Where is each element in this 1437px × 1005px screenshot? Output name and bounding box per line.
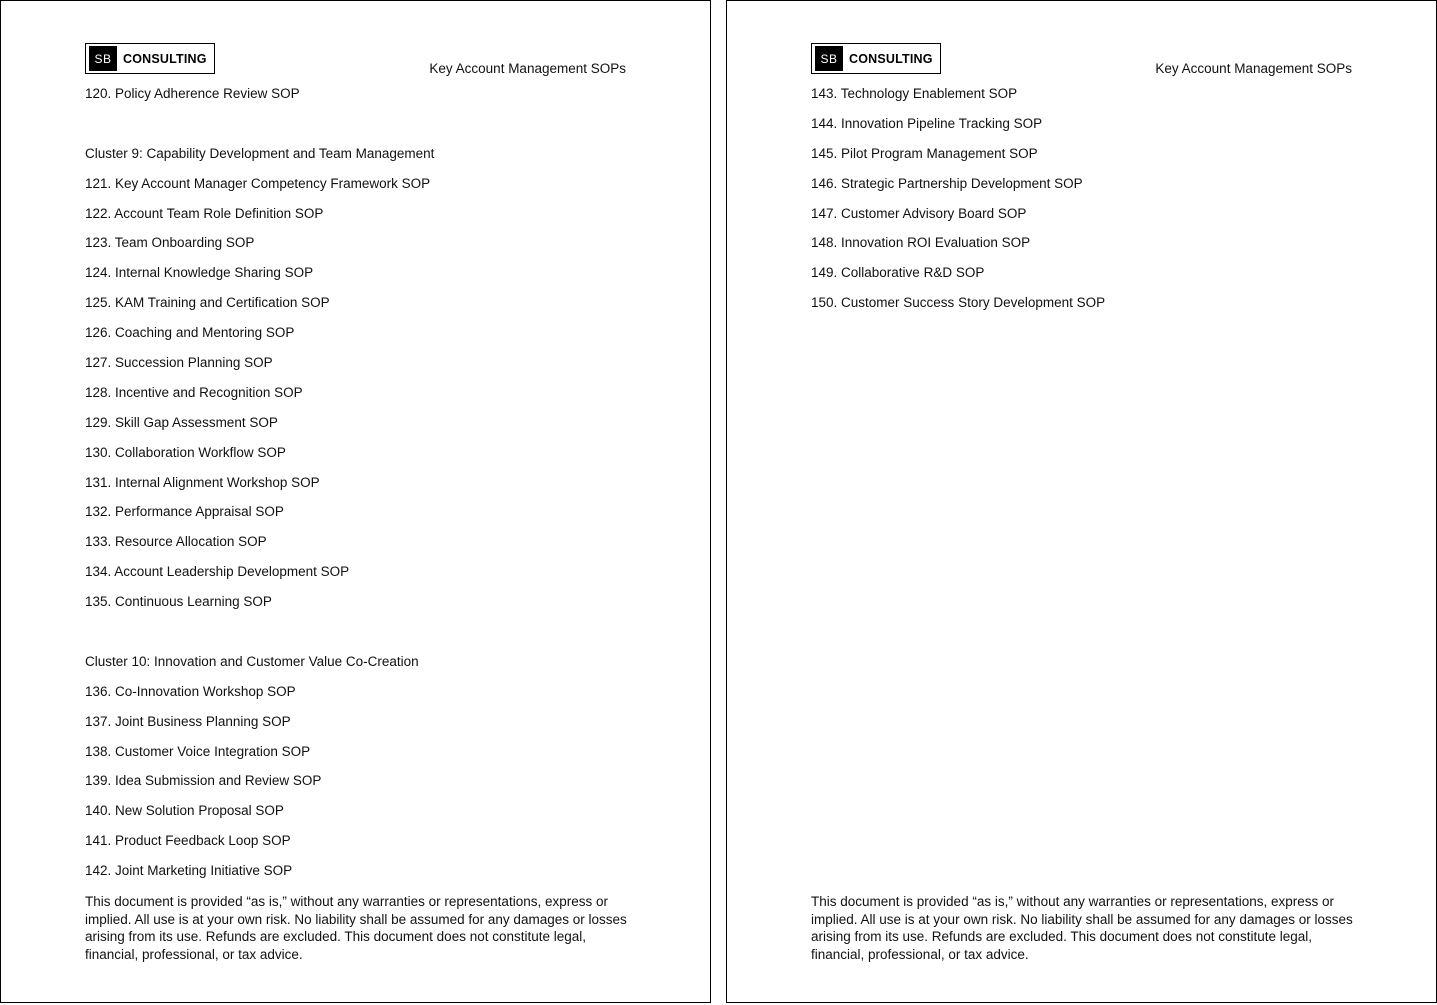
list-item: 120. Policy Adherence Review SOP [85,86,300,101]
list-item: 131. Internal Alignment Workshop SOP [85,474,320,490]
header-title: Key Account Management SOPs [1155,61,1352,76]
list-item: 143. Technology Enablement SOP [811,86,1018,101]
list-item: 139. Idea Submission and Review SOP [85,773,322,789]
list-item: 137. Joint Business Planning SOP [85,713,291,729]
list-item: 126. Coaching and Mentoring SOP [85,325,295,341]
list-item: 130. Collaboration Workflow SOP [85,444,286,460]
list-item: 142. Joint Marketing Initiative SOP [85,863,293,879]
list-item: 135. Continuous Learning SOP [85,594,272,610]
list-item: 146. Strategic Partnership Development SOP [811,175,1083,191]
list-item: 122. Account Team Role Definition SOP [85,205,324,221]
list-item: 127. Succession Planning SOP [85,355,273,371]
list-item: 145. Pilot Program Management SOP [811,145,1038,161]
document-page-left [0,0,711,1003]
list-item: 125. KAM Training and Certification SOP [85,295,330,311]
list-item: 128. Incentive and Recognition SOP [85,384,303,400]
disclaimer-text: This document is provided “as is,” without any warranties or representations, express or implied. All use is at your own risk. No liability shall be assumed for any damages or losses arising from its use. Refunds are excluded. This document does not constitute legal, financial, professional, or tax advice. [85,894,627,963]
sop-list [811,85,1356,324]
company-logo [85,43,215,74]
cluster-heading: Cluster 9: Capability Development and Team Management [85,145,435,161]
cluster-9-list [85,175,630,623]
list-item: 141. Product Feedback Loop SOP [85,833,291,849]
document-page-right [726,0,1437,1003]
list-item: 121. Key Account Manager Competency Framework SOP [85,175,431,191]
sop-list [85,85,630,892]
list-item: 132. Performance Appraisal SOP [85,504,284,520]
list-item: 149. Collaborative R&D SOP [811,265,985,281]
list-item: 123. Team Onboarding SOP [85,235,255,251]
logo-name: CONSULTING [123,51,207,66]
header-title: Key Account Management SOPs [429,61,626,76]
list-item: 147. Customer Advisory Board SOP [811,205,1027,221]
cluster-10-list-continued [811,85,1356,324]
logo-mark: SB [89,46,117,71]
list-item: 124. Internal Knowledge Sharing SOP [85,265,314,281]
list-item: 138. Customer Voice Integration SOP [85,743,311,759]
list-item: 136. Co-Innovation Workshop SOP [85,683,296,699]
disclaimer-text: This document is provided “as is,” without any warranties or representations, express or implied. All use is at your own risk. No liability shall be assumed for any damages or losses arising from its use. Refunds are excluded. This document does not constitute legal, financial, professional, or tax advice. [811,894,1353,963]
list-item: 148. Innovation ROI Evaluation SOP [811,235,1031,251]
list-item: 133. Resource Allocation SOP [85,534,267,550]
list-item: 134. Account Leadership Development SOP [85,564,350,580]
logo-mark: SB [815,46,843,71]
cluster-10-list [85,683,630,892]
cluster-heading: Cluster 10: Innovation and Customer Value Co-Creation [85,653,419,669]
list-item: 140. New Solution Proposal SOP [85,803,284,819]
list-item: 144. Innovation Pipeline Tracking SOP [811,115,1043,131]
spacer [85,115,630,145]
logo-name: CONSULTING [849,51,933,66]
list-item: 129. Skill Gap Assessment SOP [85,414,278,430]
company-logo [811,43,941,74]
list-item: 150. Customer Success Story Development SOP [811,295,1106,311]
spacer [85,623,630,653]
